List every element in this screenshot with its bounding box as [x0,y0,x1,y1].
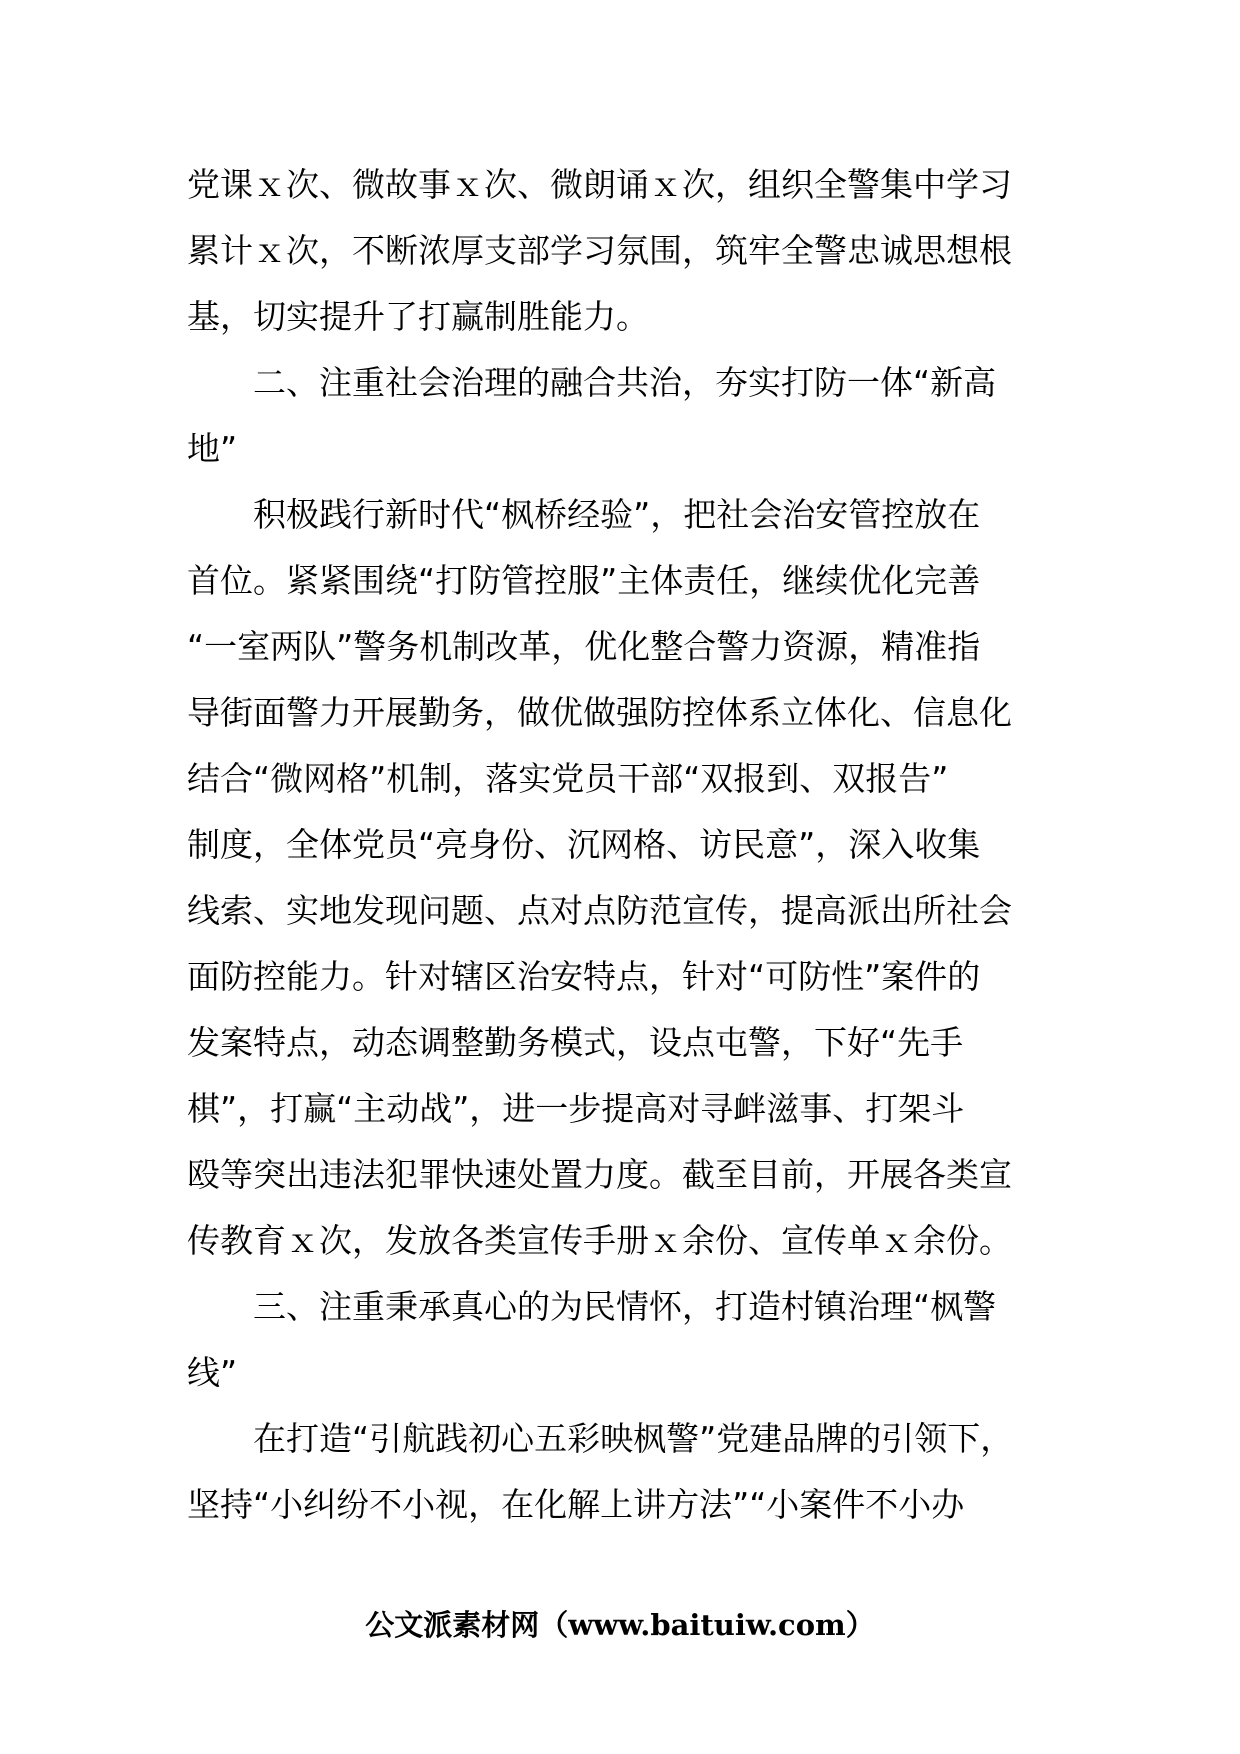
paragraph-line: 线索、实地发现问题、点对点防范宣传，提高派出所社会 [187,891,1012,930]
section-heading-2-cont: 地” [187,429,238,468]
paragraph-line: 在打造“引航践初心五彩映枫警”党建品牌的引领下， [253,1419,1014,1458]
paragraph-line: 殴等突出违法犯罪快速处置力度。截至目前，开展各类宣 [187,1155,1012,1194]
paragraph-line: 累计ｘ次，不断浓厚支部学习氛围，筑牢全警忠诚思想根 [187,231,1012,270]
paragraph-line: 积极践行新时代“枫桥经验”，把社会治安管控放在 [253,495,981,534]
paragraph-line: 基，切实提升了打赢制胜能力。 [187,297,649,336]
paragraph-line: 结合“微网格”机制，落实党员干部“双报到、双报告” [187,759,949,798]
paragraph-line: 首位。紧紧围绕“打防管控服”主体责任，继续优化完善 [187,561,981,600]
section-heading-3: 三、注重秉承真心的为民情怀，打造村镇治理“枫警 [253,1287,997,1326]
section-heading-2: 二、注重社会治理的融合共治，夯实打防一体“新高 [253,363,997,402]
paragraph-line: 发案特点，动态调整勤务模式，设点屯警，下好“先手 [187,1023,964,1062]
paragraph-line: 传教育ｘ次，发放各类宣传手册ｘ余份、宣传单ｘ余份。 [187,1221,1012,1260]
paragraph-line: 坚持“小纠纷不小视，在化解上讲方法”“小案件不小办 [187,1485,965,1524]
document-body [187,152,1067,1538]
paragraph-line: 棋”，打赢“主动战”，进一步提高对寻衅滋事、打架斗 [187,1089,965,1128]
paragraph-line: 制度，全体党员“亮身份、沉网格、访民意”，深入收集 [187,825,981,864]
paragraph-line: 导街面警力开展勤务，做优做强防控体系立体化、信息化 [187,693,1012,732]
paragraph-line: “一室两队”警务机制改革，优化整合警力资源，精准指 [187,627,981,666]
paragraph-line: 党课ｘ次、微故事ｘ次、微朗诵ｘ次，组织全警集中学习 [187,165,1012,204]
section-heading-3-cont: 线” [187,1353,238,1392]
footer-watermark: 公文派素材网（www.baituiw.com） [365,1608,875,1642]
paragraph-line: 面防控能力。针对辖区治安特点，针对“可防性”案件的 [187,957,981,996]
